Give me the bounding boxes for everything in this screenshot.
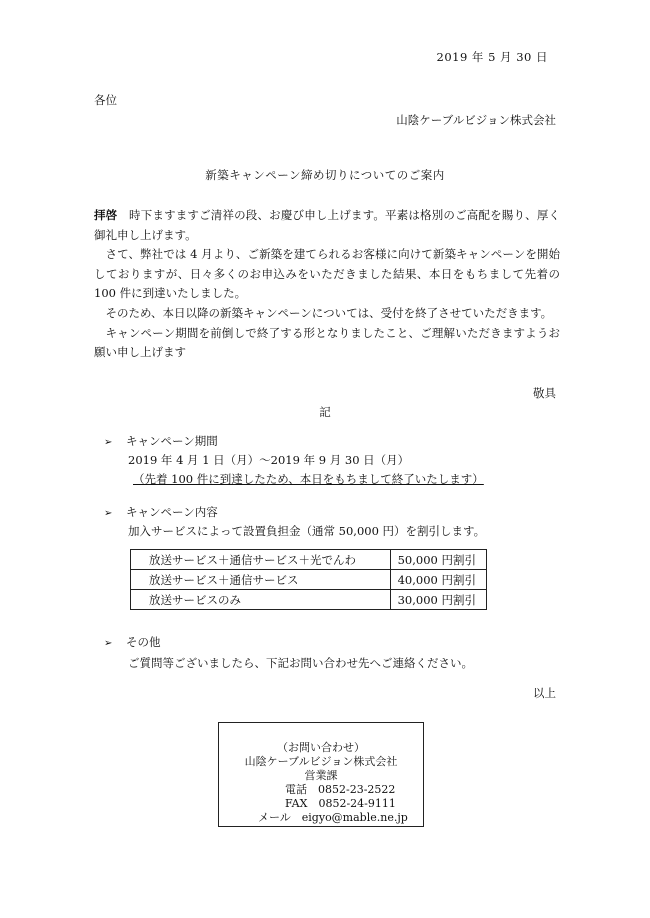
contact-dept: 営業課 (304, 769, 338, 782)
contact-heading: （お問い合わせ） (277, 741, 365, 754)
document-date: 2019 年 5 月 30 日 (436, 50, 548, 64)
arrow-bullet-icon: ➢ (104, 437, 113, 448)
table-row (131, 550, 487, 570)
arrow-bullet-icon: ➢ (104, 638, 113, 649)
contact-fax: FAX 0852-24-9111 (285, 797, 396, 810)
contact-company: 山陰ケーブルビジョン株式会社 (244, 755, 398, 768)
section-campaign-period (104, 433, 218, 449)
campaign-period-dates: 2019 年 4 月 1 日（月）～2019 年 9 月 30 日（月） (128, 453, 410, 467)
other-desc: ご質問等ございましたら、下記お問い合わせ先へご連絡ください。 (128, 656, 473, 670)
closing-keigu: 敬具 (533, 386, 556, 400)
body-paragraph-2: さて、弊社では 4 月より、ご新築を建てられるお客様に向けて新築キャンペーンを開始しておりますが、日々多くのお申込みをいただきました結果、本日をもちまして先着の 100 件に到達いたしました。 (94, 247, 560, 301)
body-paragraph-4: キャンペーン期間を前倒しで終了する形となりましたこと、ご理解いただきますようお願い申し上げます (94, 325, 560, 360)
section-heading: その他 (126, 635, 161, 649)
discount-cell: 40,000 円割引 (391, 570, 487, 590)
table-row (131, 570, 487, 590)
arrow-bullet-icon: ➢ (104, 508, 113, 519)
discount-table (130, 549, 487, 610)
haikei-salutation: 拝啓 (94, 208, 118, 222)
contact-email: メール eigyo@mable.ne.jp (258, 811, 408, 824)
service-cell: 放送サービス＋通信サービス (131, 570, 391, 590)
contact-tel: 電話 0852-23-2522 (285, 783, 396, 796)
sender-company: 山陰ケーブルビジョン株式会社 (396, 113, 556, 127)
body-paragraph-1: 拝啓 時下ますますご清祥の段、お慶び申し上げます。平素は格別のご高配を賜り、厚く御礼申し上げます。 (94, 208, 561, 242)
section-campaign-content (104, 504, 218, 520)
document-title: 新築キャンペーン締め切りについてのご案内 (205, 168, 445, 182)
discount-cell: 50,000 円割引 (391, 550, 487, 570)
section-other (104, 634, 161, 650)
addressee: 各位 (94, 93, 117, 107)
letter-body (94, 206, 560, 363)
closing-ijo: 以上 (533, 686, 556, 700)
body-paragraph-3: そのため、本日以降の新築キャンペーンについては、受付を終了させていただきます。 (105, 305, 553, 320)
table-row (131, 590, 487, 610)
section-heading: キャンペーン内容 (126, 505, 218, 519)
section-heading: キャンペーン期間 (126, 434, 218, 448)
discount-cell: 30,000 円割引 (391, 590, 487, 610)
service-cell: 放送サービスのみ (131, 590, 391, 610)
service-cell: 放送サービス＋通信サービス＋光でんわ (131, 550, 391, 570)
ki-heading: 記 (319, 405, 331, 419)
campaign-end-note: （先着 100 件に到達したため、本日をもちまして終了いたします） (133, 472, 484, 486)
contact-box (218, 722, 424, 827)
campaign-content-desc: 加入サービスによって設置負担金（通常 50,000 円）を割引します。 (128, 524, 486, 538)
